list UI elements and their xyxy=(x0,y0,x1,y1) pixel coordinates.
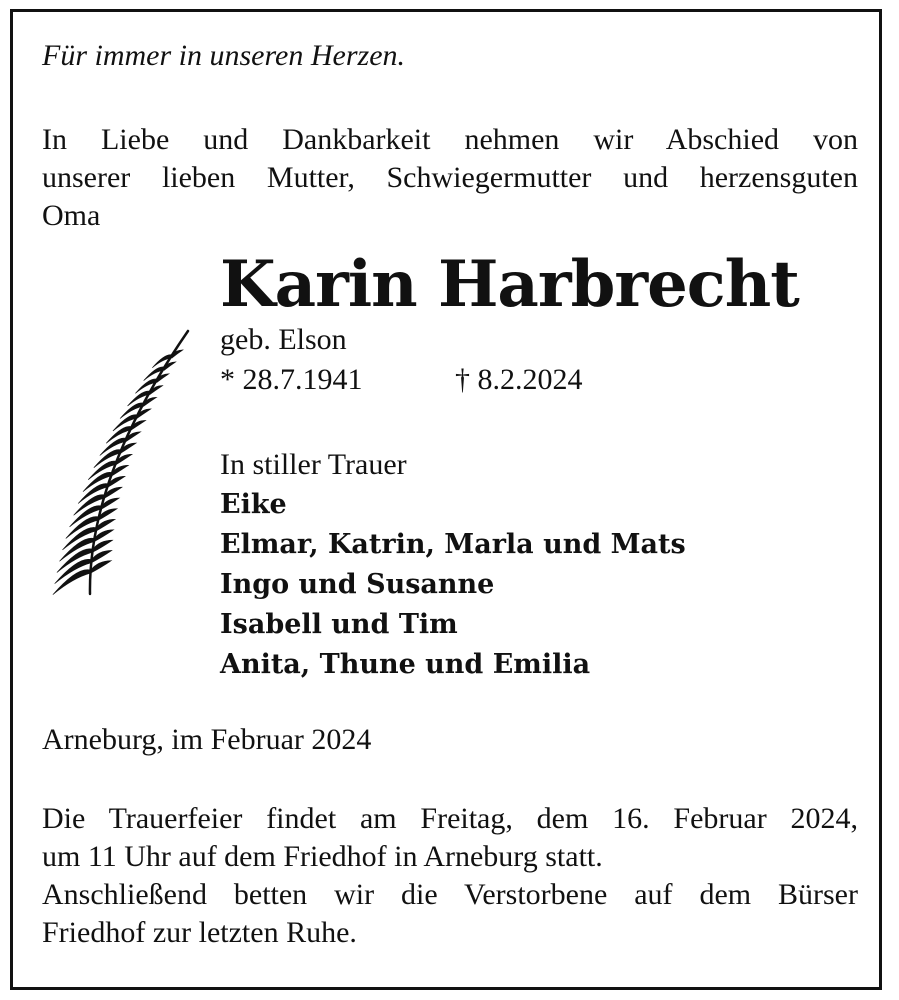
funeral-line: Anschließend betten wir die Verstorbene auf dem Bürser xyxy=(42,878,858,911)
birth-date: * 28.7.1941 xyxy=(220,363,363,396)
mourner-name: Ingo und Susanne xyxy=(220,569,495,600)
mourner-name: Eike xyxy=(220,489,287,520)
palm-frond-icon xyxy=(48,326,193,598)
intro-line: Oma xyxy=(42,199,101,232)
mourner-name: Elmar, Katrin, Marla und Mats xyxy=(220,529,686,560)
deceased-name: Karin Harbrecht xyxy=(220,247,799,322)
intro-line: unserer lieben Mutter, Schwiegermutter und herzensguten xyxy=(42,161,858,194)
death-date: † 8.2.2024 xyxy=(455,363,583,396)
mourners-lead: In stiller Trauer xyxy=(220,448,407,481)
mourner-name: Anita, Thune und Emilia xyxy=(220,649,591,680)
mourner-name: Isabell und Tim xyxy=(220,609,458,640)
funeral-line: Friedhof zur letzten Ruhe. xyxy=(42,916,357,949)
life-dates xyxy=(220,362,583,398)
place-date: Arneburg, im Februar 2024 xyxy=(42,723,372,756)
funeral-line: um 11 Uhr auf dem Friedhof in Arneburg statt. xyxy=(42,840,603,873)
funeral-line: Die Trauerfeier findet am Freitag, dem 16. Februar 2024, xyxy=(42,802,858,835)
intro-text xyxy=(42,121,858,235)
mourners-list xyxy=(220,445,686,685)
motto: Für immer in unseren Herzen. xyxy=(42,39,406,72)
birth-name: geb. Elson xyxy=(220,323,347,356)
funeral-info xyxy=(42,800,858,952)
intro-line: In Liebe und Dankbarkeit nehmen wir Abschied von xyxy=(42,123,858,156)
